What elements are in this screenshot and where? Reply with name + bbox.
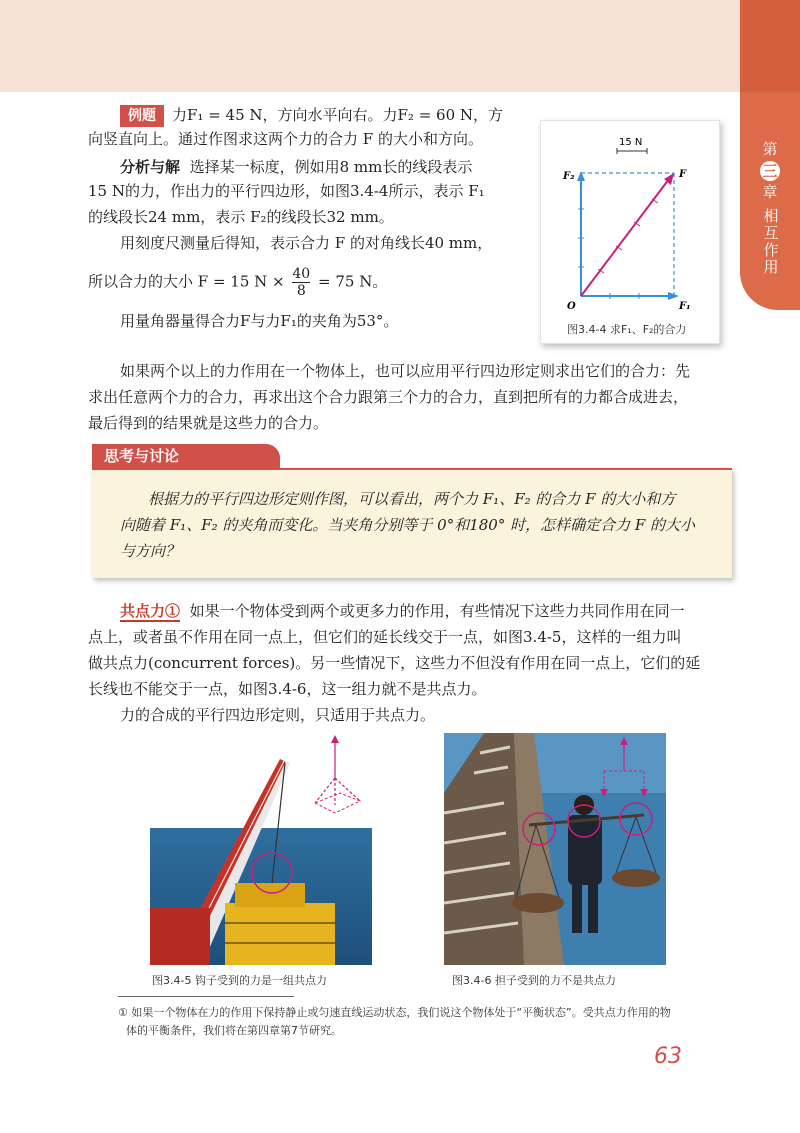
analysis-text-1: 选择某一标度，例如用8 mm长的线段表示: [189, 158, 473, 176]
crane-caption: 图3.4-5 钩子受到的力是一组共点力: [152, 974, 327, 987]
analysis-line-3: 的线段长24 mm，表示 F₂的线段长32 mm。: [88, 208, 394, 226]
label-F1: F₁: [679, 301, 691, 312]
figure-3-4-4-caption: 图3.4-4 求F₁、F₂的合力: [567, 323, 687, 336]
carrying-pole-photo: [444, 733, 666, 965]
think-line-3: 与方向？: [120, 542, 181, 560]
force-parallelogram-diagram: [541, 121, 719, 343]
example-line-2: 向竖直向上。通过作图求这两个力的合力 F 的大小和方向。: [88, 130, 483, 148]
header-band: [0, 0, 740, 92]
footnote-line-1: ① 如果一个物体在力的作用下保持静止或匀速直线运动状态，我们说这个物体处于“平衡状态”。受共点力作用的物: [118, 1006, 671, 1019]
example-text-1: 力F₁ = 45 N，方向水平向右。力F₂ = 60 N，方: [172, 106, 504, 124]
fraction-denominator: 8: [292, 282, 310, 299]
result-prefix: 所以合力的大小 F = 15 N ×: [88, 272, 285, 291]
chapter-tab-top: [740, 0, 800, 92]
concurrent-line-5: 力的合成的平行四边形定则，只适用于共点力。: [120, 706, 436, 724]
result-line: [88, 266, 528, 299]
chapter-title: 相互作用: [761, 208, 780, 276]
chapter-prefix: 第: [762, 140, 778, 158]
concurrent-line-3: 做共点力(concurrent forces)。另一些情况下，这些力不但没有作用在同一点上，它们的延: [88, 654, 701, 672]
page-number: 63: [654, 1044, 682, 1069]
example-line-1: [120, 104, 530, 127]
example-tag: 例题: [120, 105, 164, 127]
fraction-numerator: 40: [292, 266, 311, 282]
concurrent-text-1: 如果一个物体受到两个或更多力的作用，有些情况下这些力共同作用在同一: [189, 602, 685, 620]
think-line-2: 向随着 F₁、F₂ 的夹角而变化。当夹角分别等于 0°和180° 时，怎样确定合力 F 的大小: [120, 516, 696, 534]
carrying-pole-caption: 图3.4-6 担子受到的力不是共点力: [452, 974, 616, 987]
chapter-tab-text: [752, 140, 788, 276]
analysis-line-2: 15 N的力，作出力的平行四边形，如图3.4-4所示，表示 F₁: [88, 182, 485, 200]
label-F2: F₂: [563, 171, 575, 182]
concurrent-line-1: [120, 600, 732, 622]
footnote-line-2: 体的平衡条件，我们将在第四章第7节研究。: [126, 1024, 342, 1037]
result-fraction: [292, 266, 310, 299]
analysis-line-1: [120, 156, 530, 178]
analysis-label: 分析与解: [120, 158, 181, 176]
think-discuss-header: 思考与讨论: [92, 444, 280, 468]
think-line-1: 根据力的平行四边形定则作图，可以看出，两个力 F₁、F₂ 的合力 F 的大小和方: [148, 490, 676, 508]
scale-label: 15 N: [619, 137, 643, 148]
think-discuss-text: [120, 486, 720, 564]
footnote: [118, 1004, 728, 1040]
label-O: O: [567, 301, 576, 312]
chapter-number: 三: [760, 161, 780, 181]
label-F: F: [679, 169, 687, 180]
multi-force-line-2: 求出任意两个力的合力，再求出这个合力跟第三个力的合力，直到把所有的力都合成进去，: [88, 388, 689, 406]
resultant-arrow: [581, 179, 669, 296]
measure-line: 用刻度尺测量后得知，表示合力 F 的对角线长40 mm，: [120, 234, 493, 252]
result-suffix: = 75 N。: [318, 272, 388, 291]
concurrent-line-2: 点上，或者虽不作用在同一点上，但它们的延长线交于一点，如图3.4-5，这样的一组力叫: [88, 628, 682, 646]
crane-photo: [150, 733, 372, 965]
multi-force-line-1: 如果两个以上的力作用在一个物体上，也可以应用平行四边形定则求出它们的合力：先: [120, 362, 691, 380]
figure-3-4-4: [540, 120, 720, 344]
concurrent-keyword: 共点力①: [120, 602, 181, 620]
multi-force-line-3: 最后得到的结果就是这些力的合力。: [88, 414, 329, 432]
angle-line: 用量角器量得合力F与力F₁的夹角为53°。: [120, 312, 399, 330]
concurrent-line-4: 长线也不能交于一点，如图3.4-6，这一组力就不是共点力。: [88, 680, 487, 698]
footnote-divider: [118, 996, 294, 997]
chapter-suffix: 章: [762, 183, 778, 201]
